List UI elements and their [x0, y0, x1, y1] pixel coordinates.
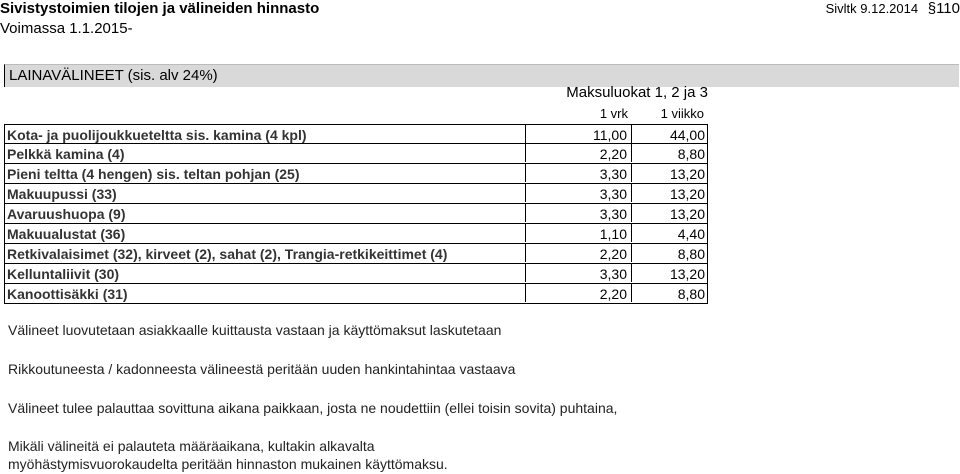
- item-label: Kota- ja puolijoukkueteltta sis. kamina (4 kpl): [7, 127, 307, 143]
- section-header: [4, 64, 959, 87]
- price-group-header: Maksuluokat 1, 2 ja 3: [566, 84, 708, 101]
- price-day: 3,30: [525, 264, 631, 282]
- price-week: 13,20: [631, 164, 709, 182]
- price-week: 8,80: [631, 144, 709, 162]
- table-row: [4, 264, 708, 284]
- table-row: [4, 224, 708, 244]
- document-subtitle: Voimassa 1.1.2015-: [0, 20, 133, 37]
- item-label: Makuupussi (33): [7, 186, 117, 202]
- document-date: Sivltk 9.12.2014: [825, 1, 919, 16]
- price-week: 13,20: [631, 184, 709, 202]
- price-day: 11,00: [525, 125, 631, 143]
- col-header-day: 1 vrk: [599, 106, 628, 121]
- note-line: Välineet tulee palauttaa sovittuna aikana paikkaan, josta ne noudettiin (ellei toisin sovita) puhtaina,: [8, 400, 618, 416]
- item-label: Retkivalaisimet (32), kirveet (2), sahat (2), Trangia-retkikeittimet (4): [7, 246, 448, 262]
- note-line: Mikäli välineitä ei palauteta määräaikana, kultakin alkavalta: [8, 438, 375, 454]
- price-week: 13,20: [631, 264, 709, 282]
- page-number: §110: [927, 0, 960, 17]
- item-label: Pelkkä kamina (4): [7, 146, 125, 162]
- note-line: Rikkoutuneesta / kadonneesta välineestä peritään uuden hankintahintaa vastaava: [8, 361, 516, 377]
- section-title: LAINAVÄLINEET (sis. alv 24%): [9, 67, 218, 84]
- note-line: myöhästymisvuorokaudelta peritään hinnaston mukainen käyttömaksu.: [8, 456, 448, 472]
- item-label: Pieni teltta (4 hengen) sis. teltan pohjan (25): [7, 166, 300, 182]
- price-day: 3,30: [525, 204, 631, 222]
- price-day: 3,30: [525, 184, 631, 202]
- table-row: [4, 184, 708, 204]
- note-line: Välineet luovutetaan asiakkaalle kuittausta vastaan ja käyttömaksut laskutetaan: [8, 322, 502, 338]
- table-row: [4, 124, 708, 144]
- price-week: 4,40: [631, 224, 709, 242]
- price-day: 1,10: [525, 224, 631, 242]
- price-day: 3,30: [525, 164, 631, 182]
- price-week: 8,80: [631, 284, 709, 302]
- price-day: 2,20: [525, 244, 631, 262]
- table-row: [4, 284, 708, 304]
- price-day: 2,20: [525, 284, 631, 302]
- item-label: Kelluntaliivit (30): [7, 266, 120, 282]
- table-row: [4, 204, 708, 224]
- table-row: [4, 164, 708, 184]
- document-title: Sivistystoimien tilojen ja välineiden hinnasto: [0, 0, 320, 17]
- item-label: Kanoottisäkki (31): [7, 286, 128, 302]
- table-row: [4, 144, 708, 164]
- price-week: 8,80: [631, 244, 709, 262]
- document-meta: [826, 0, 960, 17]
- table-row: [4, 244, 708, 264]
- price-day: 2,20: [525, 144, 631, 162]
- price-week: 13,20: [631, 204, 709, 222]
- price-week: 44,00: [631, 125, 709, 143]
- item-label: Avaruushuopa (9): [7, 206, 126, 222]
- item-label: Makuualustat (36): [7, 226, 126, 242]
- col-header-week: 1 viikko: [660, 106, 704, 121]
